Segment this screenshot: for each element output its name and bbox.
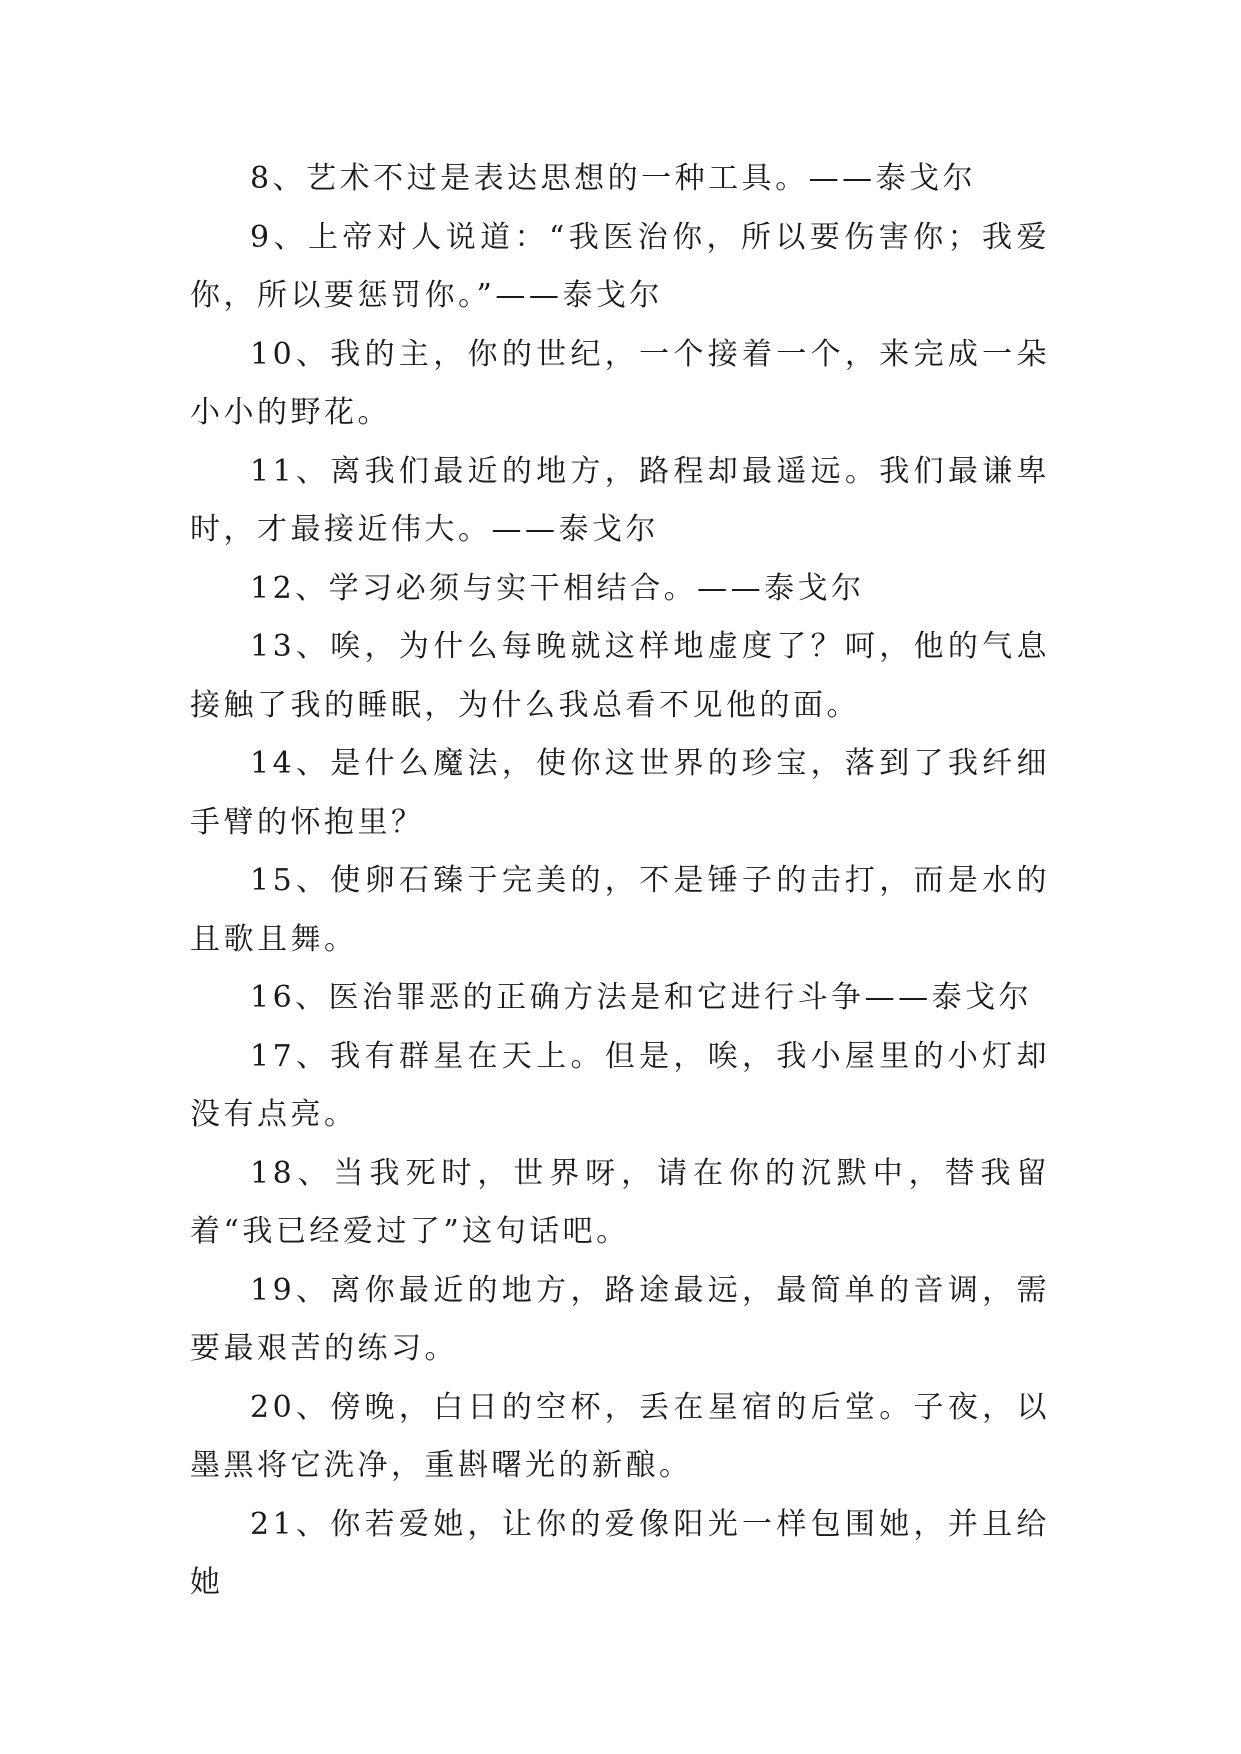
quote-paragraph: 12、学习必须与实干相结合。——泰戈尔 xyxy=(250,570,865,606)
quote-paragraph: 13、唉，为什么每晚就这样地虚度了？呵，他的气息接触了我的睡眠，为什么我总看不见他的面。 xyxy=(190,629,1050,723)
quote-paragraph: 15、使卵石臻于完美的，不是锤子的击打，而是水的且歌且舞。 xyxy=(190,863,1050,957)
quote-paragraph: 10、我的主，你的世纪，一个接着一个，来完成一朵小小的野花。 xyxy=(190,336,1050,430)
quote-paragraph: 21、你若爱她，让你的爱像阳光一样包围她，并且给她 xyxy=(190,1506,1050,1600)
quote-paragraph: 20、傍晚，白日的空杯，丢在星宿的后堂。子夜，以墨黑将它洗净，重斟曙光的新酿。 xyxy=(190,1389,1050,1483)
quote-paragraph: 17、我有群星在天上。但是，唉，我小屋里的小灯却没有点亮。 xyxy=(190,1038,1050,1132)
quote-paragraph: 11、离我们最近的地方，路程却最遥远。我们最谦卑时，才最接近伟大。——泰戈尔 xyxy=(190,453,1050,547)
quote-paragraph: 14、是什么魔法，使你这世界的珍宝，落到了我纤细手臂的怀抱里？ xyxy=(190,746,1050,840)
quote-paragraph: 9、上帝对人说道：“我医治你，所以要伤害你；我爱你，所以要惩罚你。”——泰戈尔 xyxy=(190,219,1050,313)
quote-paragraph: 8、艺术不过是表达思想的一种工具。——泰戈尔 xyxy=(250,161,977,196)
quote-paragraph: 18、当我死时，世界呀，请在你的沉默中，替我留着“我已经爱过了”这句话吧。 xyxy=(190,1155,1050,1249)
quote-paragraph: 16、医治罪恶的正确方法是和它进行斗争——泰戈尔 xyxy=(250,980,1033,1015)
quote-list xyxy=(190,150,1050,1613)
quote-paragraph: 19、离你最近的地方，路途最远，最简单的音调，需要最艰苦的练习。 xyxy=(190,1272,1050,1366)
